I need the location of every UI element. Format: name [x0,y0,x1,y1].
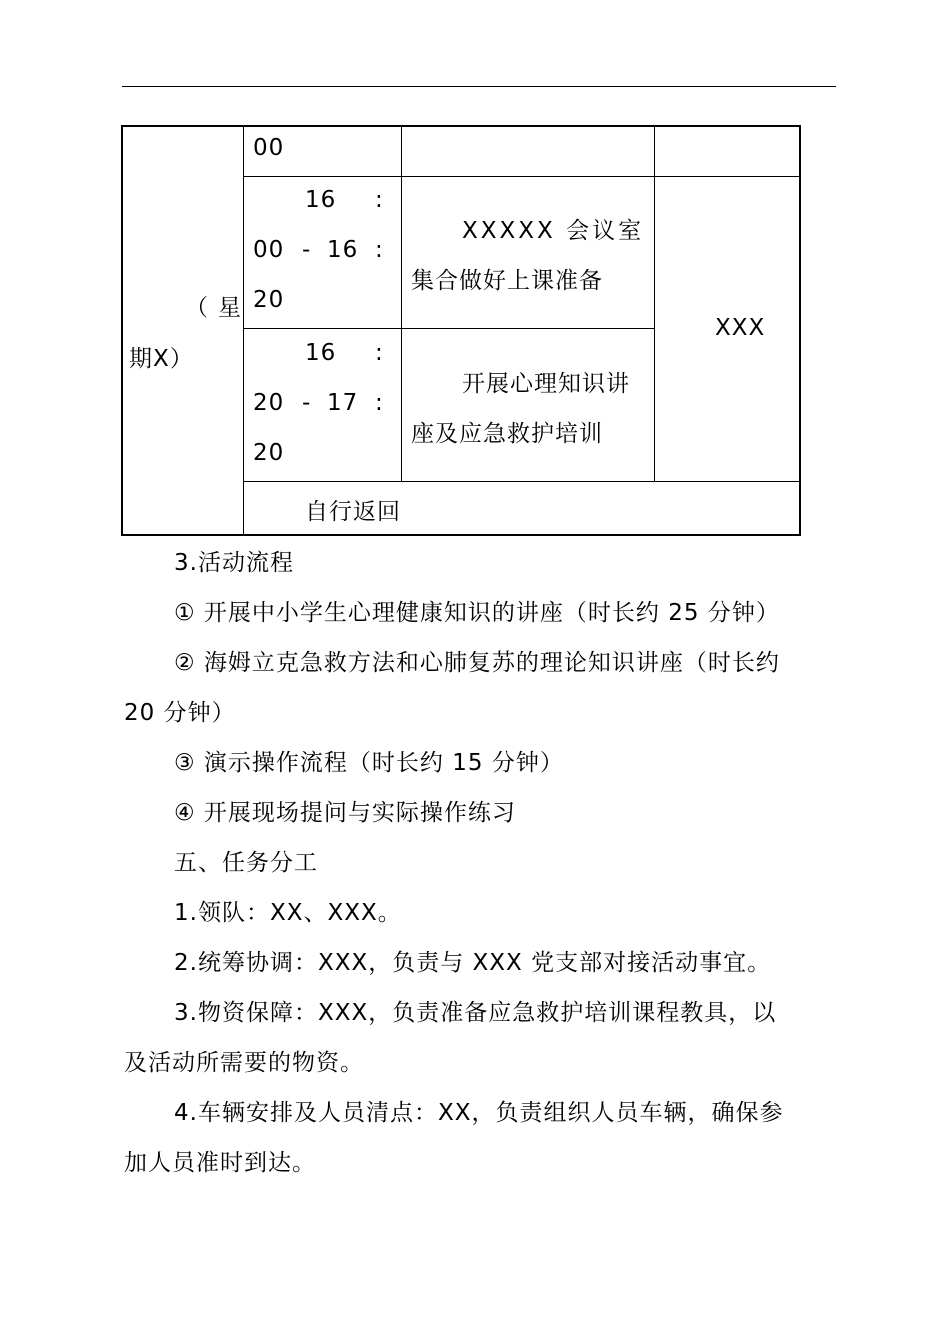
activity-cell: 集合做好上课准备 [411,268,603,294]
time-cell: 16 [305,187,337,213]
table-border-top [121,125,801,127]
time-cell: 16 [327,237,359,263]
time-cell: 20 [253,287,285,313]
paragraph: 2.统筹协调：XXX，负责与 XXX 党支部对接活动事宜。 [174,950,772,976]
paragraph: 及活动所需要的物资。 [124,1050,364,1076]
time-cell: - [302,390,312,416]
paragraph: 1.领队：XX、XXX。 [174,900,402,926]
header-rule [122,86,836,87]
schedule-table [121,125,801,536]
paragraph: ③ 演示操作流程（时长约 15 分钟） [174,750,564,776]
paragraph: 20 分钟） [124,700,236,726]
table-col-divider [654,125,655,481]
time-cell: 17 [327,390,359,416]
day-label: 期X） [129,346,194,372]
table-border-bottom [121,534,801,536]
paragraph: 加人员准时到达。 [124,1150,316,1176]
activity-cell: 开展心理知识讲 [462,371,630,397]
section-heading: 五、任务分工 [174,850,318,876]
table-row-divider [243,176,801,177]
table-border-left [121,125,123,536]
paragraph: ④ 开展现场提问与实际操作练习 [174,800,516,826]
paragraph: 4.车辆安排及人员清点：XX，负责组织人员车辆，确保参 [174,1100,784,1126]
person-cell: XXX [715,315,766,341]
activity-cell: XXXXX 会议室 [462,218,645,244]
paragraph: 3.物资保障：XXX，负责准备应急救护培训课程教具，以 [174,1000,777,1026]
table-row-divider [243,328,655,329]
time-cell: : [375,187,384,213]
table-col-divider [401,125,402,481]
time-cell: 00 [253,237,285,263]
time-cell: 20 [253,440,285,466]
time-cell: - [302,237,312,263]
paragraph: ① 开展中小学生心理健康知识的讲座（时长约 25 分钟） [174,600,780,626]
time-cell: 00 [253,135,285,161]
time-cell: 16 [305,340,337,366]
table-col-divider [243,125,244,536]
time-cell: : [375,237,384,263]
section-heading: 3.活动流程 [174,550,294,576]
time-cell: : [375,390,384,416]
activity-cell: 座及应急救护培训 [411,421,603,447]
time-cell: : [375,340,384,366]
time-cell: 20 [253,390,285,416]
day-label: （星 [185,295,251,321]
table-border-right [799,125,801,536]
paragraph: ② 海姆立克急救方法和心肺复苏的理论知识讲座（时长约 [174,650,780,676]
footer-cell: 自行返回 [305,499,401,525]
table-row-divider [243,481,801,482]
